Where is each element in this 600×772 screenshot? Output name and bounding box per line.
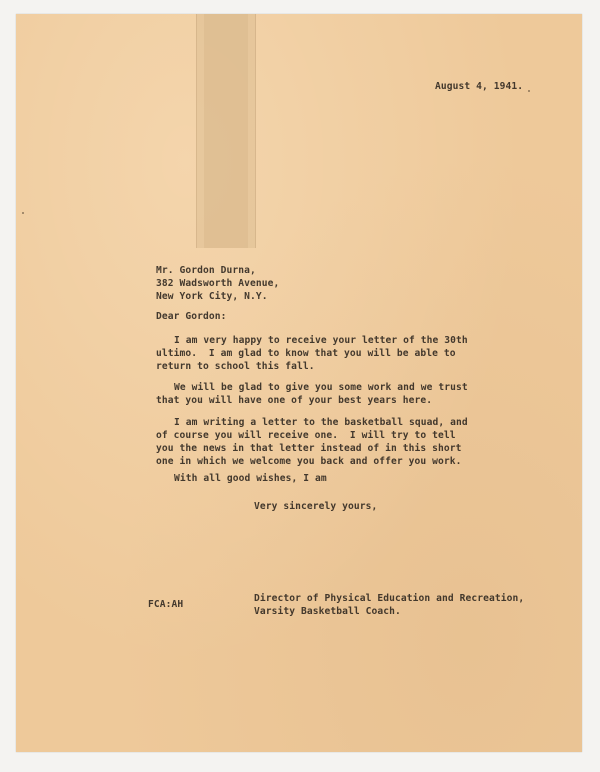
paragraph-3-line-2: of course you will receive one. I will try to tell [156, 430, 456, 441]
paragraph-3-line-4: one in which we welcome you back and offer you work. [156, 456, 462, 467]
letter-date: August 4, 1941. [435, 81, 524, 92]
salutation: Dear Gordon: [156, 311, 227, 322]
paragraph-1-line-1: I am very happy to receive your letter of the 30th [174, 335, 468, 346]
reference-initials: FCA:AH [148, 599, 184, 610]
tape-inner-mark [204, 14, 248, 248]
recipient-city: New York City, N.Y. [156, 291, 268, 302]
paper-speck [22, 212, 24, 214]
recipient-name: Mr. Gordon Durna, [156, 265, 256, 276]
paper-speck [528, 90, 530, 92]
paragraph-4-line-1: With all good wishes, I am [174, 473, 327, 484]
recipient-street: 382 Wadsworth Avenue, [156, 278, 280, 289]
paragraph-2-line-1: We will be glad to give you some work and we trust [174, 382, 468, 393]
paragraph-1-line-2: ultimo. I am glad to know that you will be able to [156, 348, 456, 359]
complimentary-close: Very sincerely yours, [254, 501, 378, 512]
signature-title-1: Director of Physical Education and Recreation, [254, 593, 525, 604]
paragraph-3-line-3: you the news in that letter instead of in this short [156, 443, 462, 454]
paragraph-3-line-1: I am writing a letter to the basketball squad, and [174, 417, 468, 428]
paragraph-2-line-2: that you will have one of your best years here. [156, 395, 433, 406]
paragraph-1-line-3: return to school this fall. [156, 361, 315, 372]
signature-title-2: Varsity Basketball Coach. [254, 606, 401, 617]
